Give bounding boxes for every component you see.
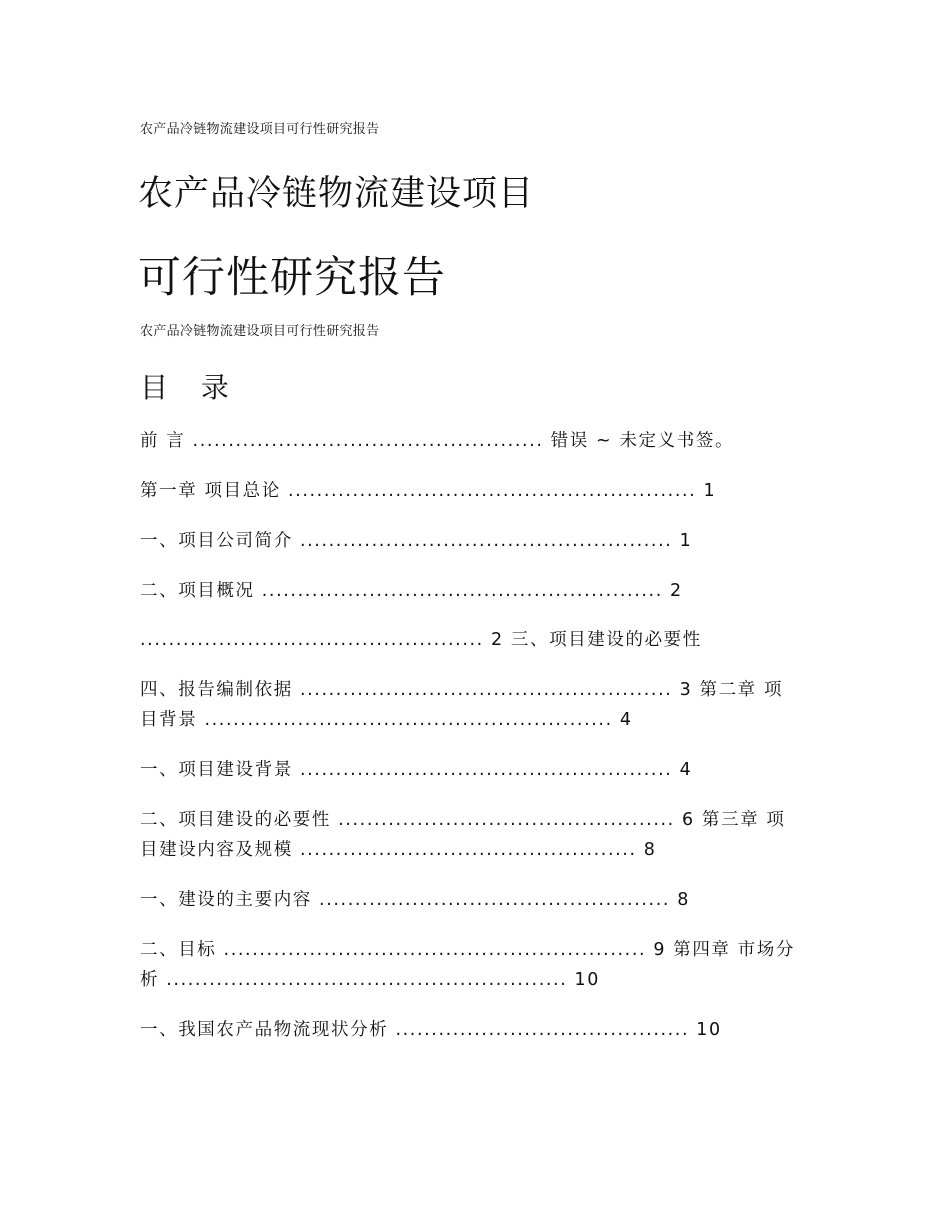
main-title-line-1: 农产品冷链物流建设项目 — [138, 174, 535, 214]
toc-entry: 一、我国农产品物流现状分析 ......................................... 10 — [140, 1020, 722, 1040]
toc-entry-continued: 析 ........................................................ 10 — [140, 970, 601, 990]
main-title-line-2: 可行性研究报告 — [138, 253, 446, 303]
toc-entry: 二、目标 ........................................................... 9 第四章 市场分 — [140, 940, 795, 960]
toc-entry: 一、建设的主要内容 ................................................. 8 — [140, 890, 690, 910]
subtitle-line: 农产品冷链物流建设项目可行性研究报告 — [140, 324, 380, 339]
toc-entry-chapter-1: 第一章 项目总论 ......................................................... 1 — [140, 481, 717, 501]
toc-entry: 一、项目建设背景 .................................................... 4 — [140, 760, 693, 780]
toc-entry: ................................................ 2 三、项目建设的必要性 — [140, 630, 702, 650]
toc-entry: 二、项目概况 ........................................................ 2 — [140, 581, 683, 601]
running-header: 农产品冷链物流建设项目可行性研究报告 — [140, 122, 380, 137]
toc-entry-continued: 目背景 ......................................................... 4 — [140, 710, 633, 730]
toc-entry: 一、项目公司简介 .................................................... 1 — [140, 531, 693, 551]
toc-heading: 目 录 — [140, 371, 241, 404]
toc-entry: 四、报告编制依据 .................................................... 3 第二章 项 — [140, 680, 784, 700]
toc-entry-preface: 前 言 ................................................. 错误 ~ 未定义书签。 — [140, 431, 735, 451]
toc-entry-continued: 目建设内容及规模 ............................................... 8 — [140, 840, 657, 860]
toc-entry: 二、项目建设的必要性 ............................................... 6 第三章 项 — [140, 810, 786, 830]
